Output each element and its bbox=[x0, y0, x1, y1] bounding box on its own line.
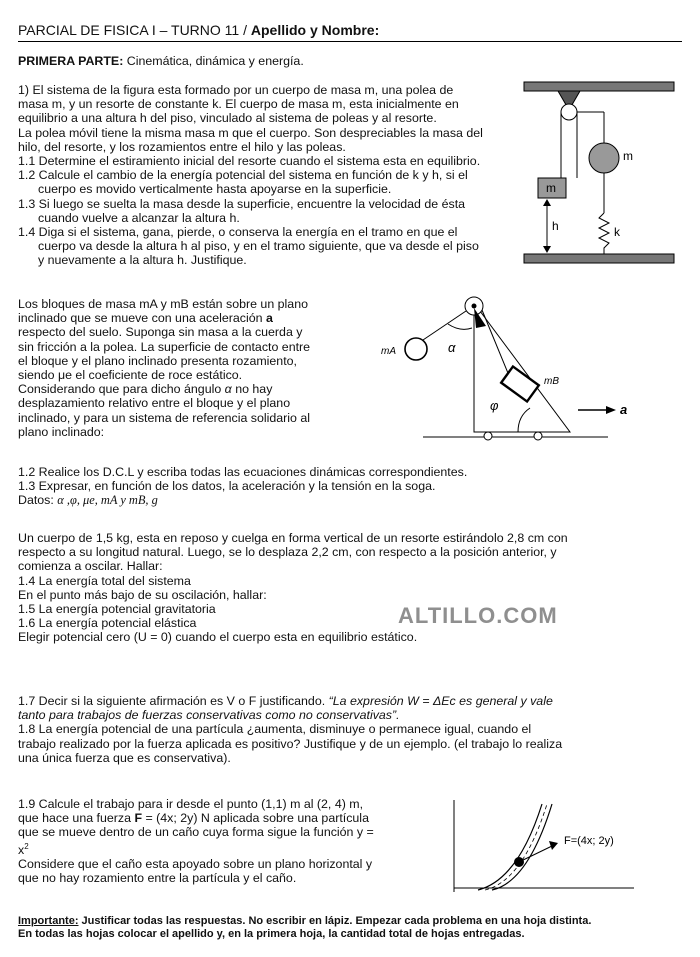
phi-label: φ bbox=[490, 398, 499, 413]
incline-figure bbox=[378, 292, 680, 452]
footer-text-1: Justificar todas las respuestas. No escribir en lápiz. Empezar cada problema en una hoja distinta. bbox=[78, 915, 592, 927]
p5-sup: 2 bbox=[24, 841, 29, 851]
exam-header bbox=[18, 22, 682, 42]
p2-line: Los bloques de masa mA y mB están sobre un plano bbox=[18, 297, 308, 311]
mass-a bbox=[405, 338, 427, 360]
datos-line bbox=[18, 493, 678, 507]
pulley-figure bbox=[520, 78, 685, 268]
datos-label: Datos: bbox=[18, 493, 58, 508]
p2-line: desplazamiento relativo entre el bloque y el plano bbox=[18, 396, 291, 411]
p3-line: En el punto más bajo de su oscilación, hallar: bbox=[18, 587, 267, 602]
p3-line: comienza a oscilar. Hallar: bbox=[18, 559, 163, 574]
p5-line: que hace una fuerza bbox=[18, 811, 135, 826]
p1-intro-line: 1) El sistema de la figura esta formado por un cuerpo de masa m, una polea de bbox=[18, 83, 454, 97]
name-label: Apellido y Nombre: bbox=[250, 22, 380, 38]
height-arrow-bottom bbox=[543, 246, 551, 253]
p5-line: 1.9 Calcule el trabajo para ir desde el punto (1,1) m al (2, 4) m, bbox=[18, 797, 364, 811]
p1-intro-line: hilo, del resorte, y los rozamientos entre el hilo y las poleas. bbox=[18, 139, 346, 154]
pulley-axle bbox=[472, 304, 477, 309]
part-subtitle: Cinemática, dinámica y energía. bbox=[123, 54, 304, 68]
q1-1: 1.1 Determine el estiramiento inicial del resorte cuando el sistema esta en equilibrio. bbox=[18, 154, 481, 169]
q1-7-quote: “La expresión W = ΔEc es general y vale bbox=[328, 694, 553, 708]
p5-x: x bbox=[18, 842, 25, 857]
alpha-label: α bbox=[448, 340, 456, 355]
moving-pulley bbox=[589, 143, 619, 173]
problem-4 bbox=[18, 694, 682, 765]
p2-line: respecto del suelo. Suponga sin masa a la cuerda y bbox=[18, 325, 303, 340]
q1-8-cont: una única fuerza que es conservativa). bbox=[18, 750, 231, 765]
q1-7 bbox=[18, 694, 682, 708]
part-title bbox=[18, 54, 304, 68]
accel-label: a bbox=[620, 402, 628, 417]
p2-line: no hay bbox=[231, 382, 273, 397]
wheel-left bbox=[484, 432, 492, 440]
p1-intro-line: masa m, y un resorte de constante k. El cuerpo de masa m, esta inicialmente en bbox=[18, 97, 459, 112]
p3-line: 1.6 La energía potencial elástica bbox=[18, 616, 197, 631]
p5-line-x2 bbox=[18, 840, 448, 857]
p2-line: plano inclinado: bbox=[18, 424, 105, 439]
rope-to-ma bbox=[420, 311, 466, 342]
q1-8-cont: trabajo realizado por la fuerza aplicada es positivo? Justifique y de un ejemplo. (el trabajo lo realiza bbox=[18, 736, 563, 751]
mass-a-label: mA bbox=[381, 346, 396, 357]
important-label: Importante: bbox=[18, 915, 79, 927]
q2-1-3: 1.3 Expresar, en función de los datos, la aceleración y la tensión en la soga. bbox=[18, 479, 436, 494]
p3-line: Un cuerpo de 1,5 kg, esta en reposo y cuelga en forma vertical de un resorte estirándolo 2,8 cm con bbox=[18, 531, 568, 545]
p3-line: 1.4 La energía total del sistema bbox=[18, 573, 191, 588]
problem-2 bbox=[18, 297, 368, 439]
block-mass-label: m bbox=[546, 181, 556, 195]
p5-line: que se mueve dentro de un caño cuya forma sigue la función y = bbox=[18, 825, 374, 840]
height-label: h bbox=[552, 219, 559, 233]
footer-line-1 bbox=[18, 915, 682, 928]
p2-line: siendo μe el coeficiente de roce estático. bbox=[18, 368, 243, 383]
q1-4-cont: cuerpo va desde la altura h al piso, y en el tramo siguiente, que va desde el piso bbox=[38, 239, 479, 254]
p3-line: Elegir potencial cero (U = 0) cuando el cuerpo esta en equilibrio estático. bbox=[18, 630, 418, 645]
p2-line-alpha bbox=[18, 382, 368, 396]
p3-line: respecto a su longitud natural. Luego, se lo desplaza 2,2 cm, con respecto a la posición anterior, y bbox=[18, 545, 557, 560]
pipe-figure bbox=[448, 800, 682, 896]
p2-line-accel bbox=[18, 311, 368, 325]
p1-intro-line: equilibrio a una altura h del piso, vinculado al sistema de poleas y al resorte. bbox=[18, 111, 437, 126]
q1-7-quote-cont: tanto para trabajos de fuerzas conservativas como no conservativas”. bbox=[18, 708, 400, 723]
q1-2-cont: cuerpo es movido verticalmente hasta apoyarse en la superficie. bbox=[38, 182, 392, 197]
floor bbox=[524, 254, 674, 263]
q1-3: 1.3 Si luego se suelta la masa desde la superficie, encuentre la velocidad de ésta bbox=[18, 196, 466, 211]
alpha-symbol: α bbox=[224, 382, 232, 397]
p2-line: sin fricción a la polea. La superficie de contacto entre bbox=[18, 339, 311, 354]
q1-7-text: 1.7 Decir si la siguiente afirmación es V o F justificando. bbox=[18, 694, 329, 708]
p3-line: 1.5 La energía potencial gravitatoria bbox=[18, 602, 216, 617]
p2-line: Considerando que para dicho ángulo bbox=[18, 382, 225, 397]
p5-line: = (4x; 2y) N aplicada sobre una partícula bbox=[142, 811, 369, 826]
problem-3 bbox=[18, 531, 682, 645]
accel-arrow-head bbox=[606, 406, 616, 414]
height-arrow-top bbox=[543, 199, 551, 206]
fixed-pulley bbox=[561, 104, 577, 120]
ceiling bbox=[524, 82, 674, 91]
footer-note bbox=[18, 915, 682, 941]
pipe-wall-outer bbox=[478, 804, 542, 890]
problem-1 bbox=[18, 83, 518, 268]
spring-k-label: k bbox=[614, 225, 620, 239]
mass-b-label: mB bbox=[544, 376, 559, 387]
force-symbol: F bbox=[134, 811, 143, 826]
p2-line: inclinado, y para un sistema de referencia solidario al bbox=[18, 410, 311, 425]
q1-4-cont: y nuevamente a la altura h. Justifique. bbox=[38, 253, 247, 268]
part-title-bold: PRIMERA PARTE: bbox=[18, 54, 124, 68]
wheel-right bbox=[534, 432, 542, 440]
p5-line: Considere que el caño esta apoyado sobre un plano horizontal y bbox=[18, 856, 373, 871]
p2-line: el bloque y el plano inclinado presenta rozamiento, bbox=[18, 353, 297, 368]
q1-4: 1.4 Diga si el sistema, gana, pierde, o conserva la energía en el tramo en que el bbox=[18, 225, 458, 240]
p1-intro-line: La polea móvil tiene la misma masa m que el cuerpo. Son despreciables la masa del bbox=[18, 125, 483, 140]
p2-line: inclinado que se mueve con una aceleración bbox=[18, 311, 266, 326]
problem-5 bbox=[18, 797, 448, 885]
spring bbox=[599, 213, 609, 254]
datos-values: α ,φ, μe, mA y mB, g bbox=[57, 493, 158, 508]
watermark: ALTILLO.COM bbox=[398, 603, 558, 628]
problem-2-questions bbox=[18, 465, 678, 508]
footer-text-2: En todas las hojas colocar el apellido y, en la primera hoja, la cantidad total de hojas entregadas. bbox=[18, 928, 525, 940]
p5-line-force bbox=[18, 811, 448, 825]
alpha-arc bbox=[448, 324, 472, 329]
q2-1-2: 1.2 Realice los D.C.L y escriba todas las ecuaciones dinámicas correspondientes. bbox=[18, 465, 468, 479]
q1-2: 1.2 Calcule el cambio de la energía potencial del sistema en función de k y h, si el bbox=[18, 168, 468, 183]
force-label: F=(4x; 2y) bbox=[564, 835, 614, 847]
incline-wedge bbox=[474, 303, 570, 432]
pulley-mass-label: m bbox=[623, 149, 633, 163]
accel-a: a bbox=[265, 311, 273, 326]
exam-title: PARCIAL DE FISICA I – TURNO 11 / bbox=[18, 22, 251, 38]
p5-line: que no hay rozamiento entre la partícula y el caño. bbox=[18, 871, 297, 886]
force-arrow-head bbox=[549, 841, 558, 850]
q1-3-cont: cuando vuelve a alcanzar la altura h. bbox=[38, 210, 240, 225]
q1-8: 1.8 La energía potencial de una partícula ¿aumenta, disminuye o permanece igual, cuando el bbox=[18, 722, 532, 737]
